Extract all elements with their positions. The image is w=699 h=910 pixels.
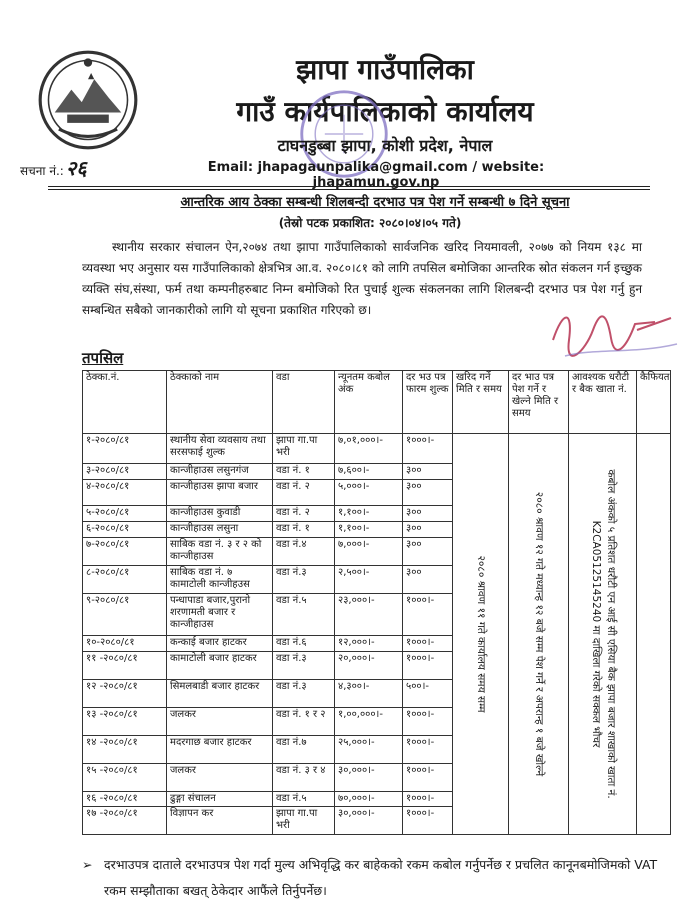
notice-subtitle: (तेस्रो पटक प्रकाशित: २०८०।०४।०५ गते): [278, 216, 462, 230]
min-bid-cell: ७०,०००।-: [335, 792, 403, 807]
min-bid-cell: २०,०००।-: [335, 652, 403, 680]
header-remarks: कैफियत: [637, 371, 671, 434]
form-fee-cell: ५००।-: [403, 680, 453, 708]
min-bid-cell: ३०,०००।-: [335, 807, 403, 835]
notice-title: आन्तरिक आय ठेक्का सम्बन्धी शिलबन्दी दरभाउ पत्र पेश गर्ने सम्बन्धी ७ दिने सूचना: [180, 195, 570, 210]
min-bid-cell: १,१००।-: [335, 506, 403, 522]
min-bid-cell: ७,०००।-: [335, 538, 403, 566]
organization-name: झापा गाउँपालिका: [296, 53, 474, 86]
header-ward: वडा: [273, 371, 335, 434]
min-bid-cell: ७,०१,०००।-: [335, 434, 403, 464]
form-fee-cell: १०००।-: [403, 708, 453, 736]
ward-cell: वडा नं.७: [273, 736, 335, 764]
contract-no-cell: १५ -२०८०/८१: [83, 764, 167, 792]
deposit-cell-text: [588, 444, 618, 824]
min-bid-cell: १,००,०००।-: [335, 708, 403, 736]
signature-icon: [545, 300, 685, 364]
ward-cell: वडा नं. १ र २: [273, 708, 335, 736]
submit-date-cell-line: २०८० श्रावण १२ गते मध्यान्ह १२ बजे सम्म पेश गर्ने र अपरान्ह १ बजे खोल्ने: [532, 491, 545, 777]
purchase-date-cell-text: [475, 555, 487, 712]
contract-name-cell: कन्काई बजार हाटकर: [167, 636, 273, 652]
notice-number-value: २६: [65, 156, 87, 180]
government-emblem-icon: [36, 48, 140, 152]
remarks-cell: [637, 434, 671, 835]
tender-table: [82, 370, 671, 835]
tender-table-body: [83, 434, 671, 835]
footnote-text: दरभाउपत्र दाताले दरभाउपत्र पेश गर्दा मुल्य अभिवृद्धि कर बाहेकको रकम कबोल गर्नुपर्नेछ र प्रचलित कानूनबमोजिमको VAT रकम सम्झौताका बखत् ठेकेदार आफैंले तिर्नुपर्नेछ।: [104, 857, 658, 898]
contract-name-cell: ढुङ्गा संचालन: [167, 792, 273, 807]
contract-name-cell: जलकर: [167, 764, 273, 792]
contract-name-cell: कान्जीहाउस लसुना: [167, 522, 273, 538]
header-contract-name: ठेक्काको नाम: [167, 371, 273, 434]
contract-no-cell: ३-२०८०/८१: [83, 464, 167, 480]
min-bid-cell: ४,३००।-: [335, 680, 403, 708]
contract-no-cell: ५-२०८०/८१: [83, 506, 167, 522]
contract-no-cell: ६-२०८०/८१: [83, 522, 167, 538]
header-purchase-date: खरिद गर्ने मिति र समय: [453, 371, 509, 434]
header-min-bid: न्यूनतम कबोल अंक: [335, 371, 403, 434]
ward-cell: वडा नं. १: [273, 522, 335, 538]
contract-name-cell: साबिक वडा नं. ७ कामाटोली कान्जीहउस: [167, 566, 273, 594]
contact-info: Email: jhapagaunpalika@gmail.com / website: jhapamun.gov.np: [207, 160, 545, 190]
form-fee-cell: ३००: [403, 522, 453, 538]
ward-cell: वडा नं.५: [273, 594, 335, 636]
form-fee-cell: १०००।-: [403, 736, 453, 764]
contract-no-cell: ८-२०८०/८१: [83, 566, 167, 594]
contract-no-cell: १२ -२०८०/८१: [83, 680, 167, 708]
form-fee-cell: ३००: [403, 538, 453, 566]
min-bid-cell: ३०,०००।-: [335, 764, 403, 792]
contract-name-cell: साबिक वडा नं. ३ र २ को कान्जीहाउस: [167, 538, 273, 566]
min-bid-cell: १,१००।-: [335, 522, 403, 538]
contract-name-cell: सिमलबाडी बजार हाटकर: [167, 680, 273, 708]
table-row: [83, 434, 671, 464]
contract-name-cell: कान्जीहाउस झापा बजार: [167, 480, 273, 506]
contract-name-cell: कामाटोली बजार हाटकर: [167, 652, 273, 680]
purchase-date-cell: [453, 434, 509, 835]
footnote-bullet-icon: ➢: [82, 857, 93, 872]
top-rule: [48, 186, 650, 187]
ward-cell: वडा नं.४: [273, 538, 335, 566]
contract-no-cell: १७ -२०८०/८१: [83, 807, 167, 835]
form-fee-cell: ३००: [403, 464, 453, 480]
ward-cell: वडा नं. ३ र ४: [273, 764, 335, 792]
contract-name-cell: पन्धापाडा बजार,पुरानो शरणामती बजार र कान्जीहाउस: [167, 594, 273, 636]
header-submit-date: दर भाउ पत्र पेश गर्ने र खेल्ने मिति र समय: [509, 371, 569, 434]
contract-name-cell: जलकर: [167, 708, 273, 736]
deposit-cell-line: K2CA05125145240 मा दाखिला गरेको सक्कल भौचर: [589, 520, 602, 748]
ward-cell: वडा नं.५: [273, 792, 335, 807]
contract-name-cell: विज्ञापन कर: [167, 807, 273, 835]
form-fee-cell: ३००: [403, 506, 453, 522]
contract-no-cell: ९-२०८०/८१: [83, 594, 167, 636]
ward-cell: झापा गा.पा भरी: [273, 434, 335, 464]
min-bid-cell: १२,०००।-: [335, 636, 403, 652]
contract-name-cell: कान्जीहाउस लसुनगंज: [167, 464, 273, 480]
top-rule-2: [48, 189, 650, 190]
min-bid-cell: २५,०००।-: [335, 736, 403, 764]
contract-no-cell: १०-२०८०/८१: [83, 636, 167, 652]
form-fee-cell: १०००।-: [403, 652, 453, 680]
form-fee-cell: १०००।-: [403, 792, 453, 807]
table-header-row: [83, 371, 671, 434]
contract-no-cell: १३ -२०८०/८१: [83, 708, 167, 736]
form-fee-cell: १०००।-: [403, 764, 453, 792]
footnote: [82, 852, 662, 904]
office-name: गाउँ कार्यपालिकाको कार्यालय: [236, 95, 534, 128]
form-fee-cell: १०००।-: [403, 594, 453, 636]
submit-date-cell-text: [533, 492, 545, 776]
contract-no-cell: ४-२०८०/८१: [83, 480, 167, 506]
notice-number-label: सचना नं.:: [20, 164, 64, 178]
form-fee-cell: १०००।-: [403, 636, 453, 652]
contract-name-cell: स्थानीय सेवा व्यवसाय तथा सरसफाई शुल्क: [167, 434, 273, 464]
header-form-fee: दर भउ पत्र फारम शुल्क: [403, 371, 453, 434]
ward-cell: वडा नं. १: [273, 464, 335, 480]
form-fee-cell: १०००।-: [403, 807, 453, 835]
contract-name-cell: मदरगाछ बजार हाटकर: [167, 736, 273, 764]
min-bid-cell: २,५००।-: [335, 566, 403, 594]
min-bid-cell: ७,६००।-: [335, 464, 403, 480]
header-contract-no: ठेक्का.नं.: [83, 371, 167, 434]
header-deposit: आवश्यक धरौटी र बैक खाता नं.: [569, 371, 637, 434]
contract-no-cell: १६ -२०८०/८१: [83, 792, 167, 807]
deposit-cell: [569, 434, 637, 835]
contract-no-cell: १-२०८०/८१: [83, 434, 167, 464]
form-fee-cell: ३००: [403, 566, 453, 594]
min-bid-cell: ५,०००।-: [335, 480, 403, 506]
section-heading: तपसिल: [82, 349, 124, 367]
office-address: टाघनडुब्बा झापा, कोशी प्रदेश, नेपाल: [277, 136, 493, 155]
contract-no-cell: ७-२०८०/८१: [83, 538, 167, 566]
deposit-cell-line: कबोल अंकको ५ प्रतिशत धरौटी एन आई सी एसिया बैक झापा बजार शाखाको खाता नं.: [604, 469, 617, 799]
ward-cell: झापा गा.पा भरी: [273, 807, 335, 835]
min-bid-cell: २३,०००।-: [335, 594, 403, 636]
form-fee-cell: १०००।-: [403, 434, 453, 464]
ward-cell: वडा नं. २: [273, 506, 335, 522]
ward-cell: वडा नं.६: [273, 636, 335, 652]
submit-date-cell: [509, 434, 569, 835]
notice-body: स्थानीय सरकार संचालन ऐन,२०७४ तथा झापा गाउँपालिकाको सार्वजनिक खरिद नियमावली, २०७७ को नियम १३८ मा व्यवस्था भए अनुसार यस गाउँपालिकाको क्षेत्रभित्र आ.व. २०८०।८१ को लागि तपसिल बमोजिका आन्तरिक स्रोत संकलन गर्न इच्छुक व्यक्ति संघ,संस्था, फर्म तथा कम्पनीहरुबाट निम्न बमोजिको रित पुचाई शुल्क संकलनका लागि शिलबन्दी दरभाउ पत्र पेश गर्नु हुन सम्बन्धित सबैको जानकारीको लागि यो सूचना प्रकाशित गरिएको छ।: [82, 240, 642, 317]
form-fee-cell: ३००: [403, 480, 453, 506]
purchase-date-cell-line: २०८० श्रावण ११ गते कार्यालय समय सम्म: [474, 555, 487, 713]
contract-name-cell: कान्जीहाउस कुवाडी: [167, 506, 273, 522]
ward-cell: वडा नं. २: [273, 480, 335, 506]
ward-cell: वडा नं.३: [273, 566, 335, 594]
contract-no-cell: ११ -२०८०/८१: [83, 652, 167, 680]
ward-cell: वडा नं.३: [273, 652, 335, 680]
notice-number: [20, 154, 87, 181]
contract-no-cell: १४ -२०८०/८१: [83, 736, 167, 764]
ward-cell: वडा नं.३: [273, 680, 335, 708]
